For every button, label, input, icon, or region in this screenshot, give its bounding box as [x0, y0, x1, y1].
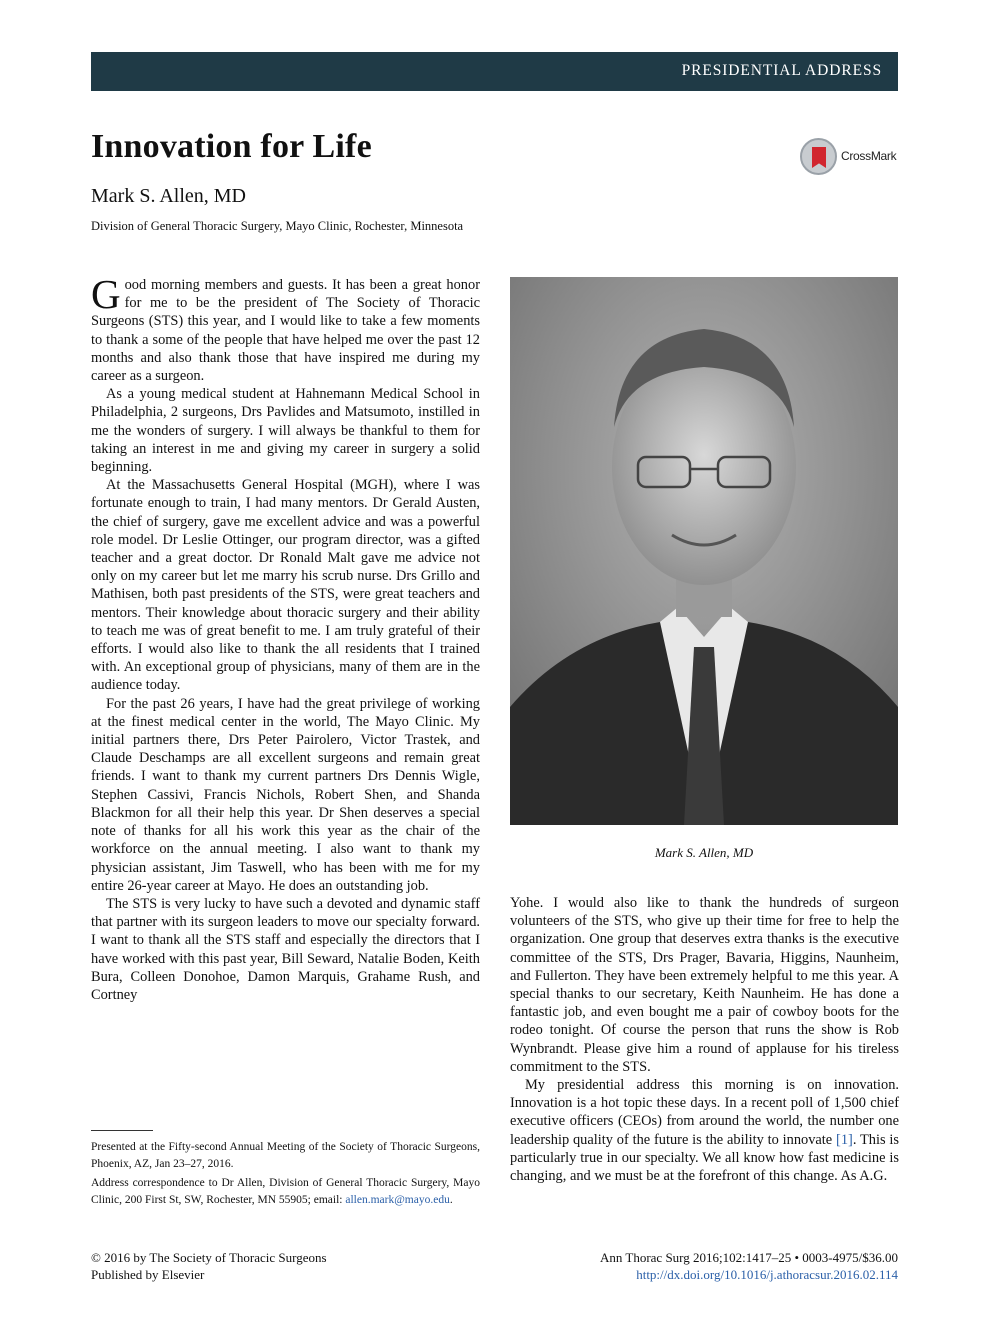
section-banner [91, 52, 898, 91]
drop-cap: G [91, 271, 121, 317]
figure-caption: Mark S. Allen, MD [654, 845, 754, 860]
publisher-line: Published by Elsevier [91, 1266, 205, 1282]
paragraph: At the Massachusetts General Hospital (MGH), where I was fortunate enough to train, I had many mentors. Dr Gerald Austen, the chief of surgery, gave me excellent advice and was a powerful role model. Dr Leslie Ottinger, our program director, was a gifted teacher and a great doctor. Dr Ronald Malt gave me advice not only on my career but let me marry his scrub nurse. Drs Grillo and Mathisen, both past presidents of the STS, were great teachers and mentors. Their knowledge about thoracic surgery and their ability to teach me was of great benefit to me. I am truly grateful of their efforts. I would also like to thank the all residents that I trained with. An exceptional group of physicians, many of them are in the audience today. [91, 477, 480, 694]
crossmark-label: CrossMark [841, 149, 897, 163]
footer-publisher-info [91, 1250, 327, 1283]
paragraph: Yohe. I would also like to thank the hundreds of surgeon volunteers of the STS, who give up their time for free to help the organization. One group that deserves extra thanks is the executive committee of the STS, Drs Prager, Bavaria, Higgins, Naunheim, and Fullerton. They have been extremely helpful to me this year. A special thanks to our secretary, Keith Naunheim. He has done a fantastic job, and even bought me a pair of cowboy boots for the rodeo tonight. Of course the person that runs the show is Rob Wynbrandt. Please give him a round of applause for his tireless commitment to the STS. [510, 895, 899, 1075]
author-affiliation: Division of General Thoracic Surgery, Mayo Clinic, Rochester, Minnesota [91, 219, 464, 233]
paragraph: Good morning members and guests. It has been a great honor for me to be the president of The Society of Thoracic Surgeons (STS) this year, and I would like to take a few moments to thank a some of the people that have helped me over the past 12 months and also thank those that have inspired me during my career as a surgeon. [91, 271, 480, 385]
portrait-illustration [510, 277, 898, 825]
footer-citation-info [600, 1250, 898, 1283]
footnote-presented: Presented at the Fifty-second Annual Meeting of the Society of Thoracic Surgeons, Phoenix, AZ, Jan 23–27, 2016. [91, 1141, 480, 1170]
article-title: Innovation for Life [91, 128, 372, 165]
footnote-correspondence: Address correspondence to Dr Allen, Division of General Thoracic Surgery, Mayo Clinic, 200 First St, SW, Rochester, MN 55905; email: allen.mark@mayo.edu. [91, 1177, 480, 1206]
body-column-left [91, 271, 480, 1004]
crossmark-badge[interactable] [800, 138, 900, 176]
body-column-right [510, 894, 899, 1185]
paragraph: For the past 26 years, I have had the great privilege of working at the finest medical center in the world, The Mayo Clinic. My initial partners there, Drs Peter Pairolero, Victor Trastek, and Claude Deschamps are all excellent surgeons and remain great friends. I want to thank my current partners Drs Dennis Wigle, Stephen Cassivi, Francis Nichols, Robert Shen, and Shanda Blackmon for all their help this year. Dr Shen deserves a special note of thanks for all his work this year as the chair of the workforce on the annual meeting. I also want to thank my physician assistant, Jim Taswell, who has been with me for my entire 26-year career at Mayo. He does an outstanding job. [91, 695, 480, 894]
author-name: Mark S. Allen, MD [91, 185, 246, 207]
paragraph: My presidential address this morning is on innovation. Innovation is a hot topic these days. In a recent poll of 1,500 chief executive officers (CEOs) from around the world, the number one leadership quality of the future is the ability to innovate [1]. This is particularly true in our specialty. We all know how fast medicine is changing, and we must be at the forefront of this change. As A.G. [510, 1077, 899, 1185]
copyright-line: © 2016 by The Society of Thoracic Surgeons [91, 1250, 327, 1265]
reference-link[interactable]: [1] [836, 1131, 853, 1148]
paragraph: The STS is very lucky to have such a devoted and dynamic staff that partner with its surgeon leaders to move our specialty forward. I want to thank all the STS staff and especially the directors that I have worked with this past year, Bill Seward, Natalie Boden, Keith Bura, Colleen Donohoe, Damon Marquis, Grahame Rush, and Cortney [91, 895, 480, 1003]
section-label: PRESIDENTIAL ADDRESS [681, 62, 882, 79]
citation-line: Ann Thorac Surg 2016;102:1417–25 • 0003-4975/$36.00 [599, 1250, 898, 1265]
paragraph: As a young medical student at Hahnemann Medical School in Philadelphia, 2 surgeons, Drs Pavlides and Matsumoto, instilled in me the wonders of surgery. I will always be thankful to them for taking an interest in me and giving my career in surgery a solid beginning. [91, 386, 480, 476]
crossmark-icon [800, 138, 837, 175]
doi-link[interactable]: http://dx.doi.org/10.1016/j.athoracsur.2016.02.114 [636, 1266, 898, 1282]
email-link[interactable]: allen.mark@mayo.edu [345, 1193, 450, 1206]
footnote-divider [91, 1130, 153, 1131]
author-portrait-photo [510, 277, 898, 825]
